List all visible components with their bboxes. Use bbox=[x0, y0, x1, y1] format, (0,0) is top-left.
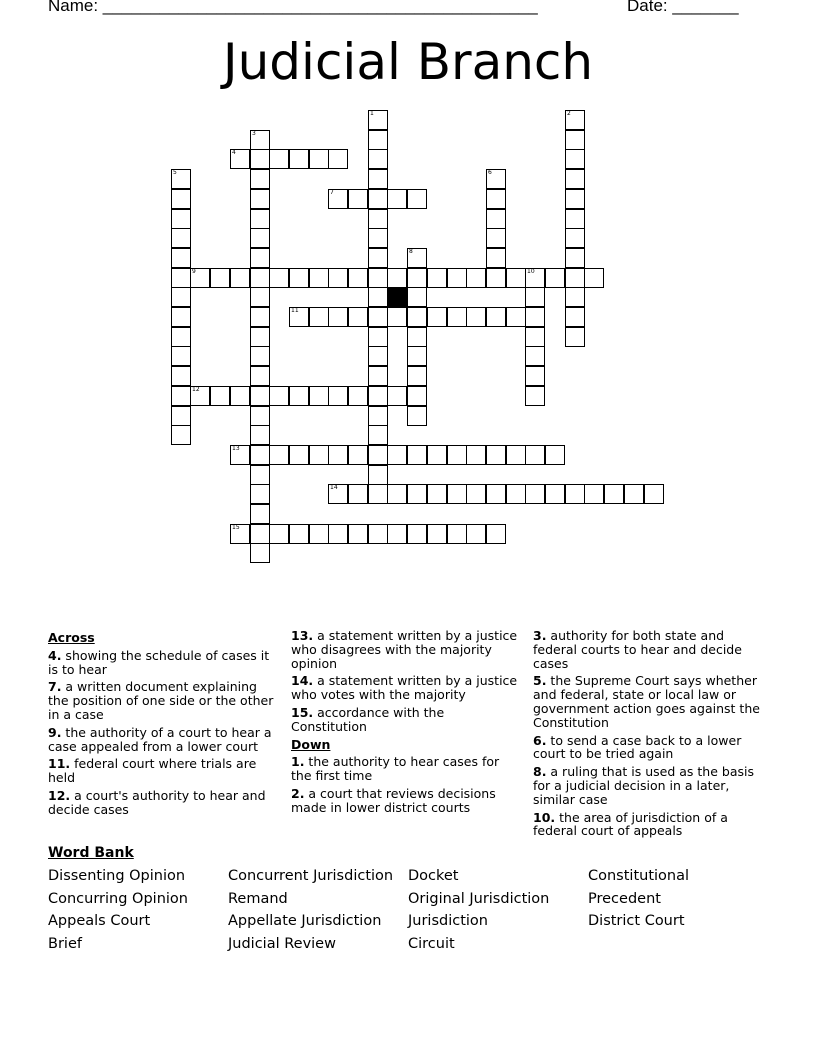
grid-cell[interactable] bbox=[565, 189, 585, 209]
grid-cell[interactable] bbox=[368, 366, 388, 386]
grid-cell[interactable] bbox=[230, 445, 250, 465]
grid-cell[interactable] bbox=[466, 445, 486, 465]
grid-cell[interactable] bbox=[407, 406, 427, 426]
grid-cell[interactable] bbox=[348, 524, 368, 544]
clue: 14. a statement written by a justice who votes with the majority bbox=[291, 673, 518, 703]
grid-cell[interactable] bbox=[565, 248, 585, 268]
grid-cell[interactable] bbox=[250, 189, 270, 209]
grid-cell[interactable] bbox=[486, 209, 506, 229]
grid-cell[interactable] bbox=[447, 445, 467, 465]
clue: 1. the authority to hear cases for the first time bbox=[291, 754, 500, 784]
grid-cell[interactable] bbox=[407, 327, 427, 347]
clue-number: 10 bbox=[527, 268, 535, 275]
grid-cell[interactable] bbox=[230, 386, 250, 406]
grid-cell[interactable] bbox=[171, 346, 191, 366]
grid-cell[interactable] bbox=[407, 287, 427, 307]
grid-cell[interactable] bbox=[250, 287, 270, 307]
grid-cell[interactable] bbox=[368, 346, 388, 366]
grid-cell[interactable] bbox=[447, 484, 467, 504]
clue-number: 9 bbox=[192, 268, 196, 275]
grid-cell[interactable] bbox=[171, 287, 191, 307]
name-field: Name: ______________________________________________ bbox=[48, 0, 538, 15]
grid-cell[interactable] bbox=[387, 445, 407, 465]
grid-cell[interactable] bbox=[368, 484, 388, 504]
clues-column-1 bbox=[48, 629, 280, 821]
clue-number: 6. bbox=[533, 732, 547, 748]
grid-cell[interactable] bbox=[565, 287, 585, 307]
grid-cell[interactable] bbox=[407, 484, 427, 504]
grid-cell[interactable] bbox=[269, 268, 289, 288]
grid-cell[interactable] bbox=[368, 307, 388, 327]
grid-cell[interactable] bbox=[565, 228, 585, 248]
page-title: Judicial Branch bbox=[222, 33, 594, 91]
date-field: Date: _______ bbox=[627, 0, 739, 15]
clue-number: 6 bbox=[488, 169, 492, 176]
grid-cell[interactable] bbox=[565, 169, 585, 189]
grid-cell[interactable] bbox=[250, 425, 270, 445]
across-heading: Across bbox=[48, 630, 95, 645]
clue-number: 1 bbox=[370, 110, 374, 117]
grid-cell[interactable] bbox=[565, 149, 585, 169]
grid-cell[interactable] bbox=[250, 228, 270, 248]
grid-cell[interactable] bbox=[230, 268, 250, 288]
grid-cell[interactable] bbox=[171, 366, 191, 386]
word-bank-item: Remand bbox=[228, 891, 288, 907]
clue-number: 3. bbox=[533, 628, 547, 643]
grid-cell[interactable] bbox=[250, 366, 270, 386]
grid-cell[interactable] bbox=[525, 445, 545, 465]
grid-cell[interactable] bbox=[565, 110, 585, 130]
grid-cell[interactable] bbox=[368, 327, 388, 347]
grid-cell[interactable] bbox=[309, 524, 329, 544]
word-bank-title: Word Bank bbox=[48, 845, 134, 861]
grid-cell[interactable] bbox=[309, 149, 329, 169]
grid-cell[interactable] bbox=[171, 189, 191, 209]
word-bank-item: Appellate Jurisdiction bbox=[228, 913, 382, 929]
grid-cell[interactable] bbox=[250, 149, 270, 169]
clues-section bbox=[0, 629, 816, 839]
grid-cell[interactable] bbox=[190, 386, 210, 406]
clue: 13. a statement written by a justice who disagrees with the majority opinion bbox=[291, 628, 518, 671]
grid-cell[interactable] bbox=[368, 149, 388, 169]
grid-cell[interactable] bbox=[269, 149, 289, 169]
word-bank-item: Original Jurisdiction bbox=[408, 891, 550, 907]
grid-cell[interactable] bbox=[250, 484, 270, 504]
clue-number: 10. bbox=[533, 809, 556, 825]
grid-cell[interactable] bbox=[407, 268, 427, 288]
clue-number: 12. bbox=[48, 787, 71, 803]
grid-cell[interactable] bbox=[250, 524, 270, 544]
grid-cell[interactable] bbox=[427, 445, 447, 465]
word-bank-item: Dissenting Opinion bbox=[48, 868, 186, 884]
grid-cell[interactable] bbox=[427, 307, 447, 327]
grid-cell[interactable] bbox=[250, 346, 270, 366]
grid-cell[interactable] bbox=[565, 484, 585, 504]
grid-cell[interactable] bbox=[368, 189, 388, 209]
word-bank-item: Constitutional bbox=[588, 868, 690, 884]
grid-cell[interactable] bbox=[171, 268, 191, 288]
grid-cell[interactable] bbox=[368, 110, 388, 130]
grid-cell[interactable] bbox=[210, 268, 230, 288]
grid-cell[interactable] bbox=[171, 307, 191, 327]
grid-cell[interactable] bbox=[348, 445, 368, 465]
grid-cell[interactable] bbox=[171, 327, 191, 347]
grid-cell[interactable] bbox=[486, 484, 506, 504]
grid-cell[interactable] bbox=[328, 524, 348, 544]
grid-cell[interactable] bbox=[328, 386, 348, 406]
grid-cell[interactable] bbox=[368, 524, 388, 544]
grid-cell[interactable] bbox=[466, 524, 486, 544]
grid-cell[interactable] bbox=[368, 425, 388, 445]
word-bank-item: Precedent bbox=[588, 891, 661, 907]
grid-cell[interactable] bbox=[368, 465, 388, 485]
grid-cell[interactable] bbox=[250, 465, 270, 485]
clue-number: 4 bbox=[232, 149, 236, 156]
word-bank-item: Jurisdiction bbox=[408, 913, 488, 929]
clue: 6. to send a case back to a lower court to be tried again bbox=[533, 732, 742, 762]
clue-number: 11. bbox=[48, 756, 71, 772]
grid-cell[interactable] bbox=[250, 327, 270, 347]
grid-cell[interactable] bbox=[565, 209, 585, 229]
grid-cell[interactable] bbox=[250, 543, 270, 563]
grid-cell[interactable] bbox=[506, 307, 526, 327]
grid-cell[interactable] bbox=[387, 189, 407, 209]
word-bank-item: Appeals Court bbox=[48, 913, 151, 929]
clue-number: 8. bbox=[533, 764, 547, 780]
grid-cell[interactable] bbox=[250, 386, 270, 406]
clue-number: 4. bbox=[48, 647, 62, 663]
grid-cell[interactable] bbox=[250, 406, 270, 426]
clues-column-2 bbox=[291, 629, 523, 819]
grid-cell[interactable] bbox=[368, 228, 388, 248]
word-bank-item: Circuit bbox=[408, 936, 455, 952]
grid-cell[interactable] bbox=[545, 484, 565, 504]
clue-number: 12 bbox=[192, 386, 200, 393]
clue-number: 2. bbox=[291, 785, 305, 801]
grid-cell[interactable] bbox=[486, 228, 506, 248]
grid-cell[interactable] bbox=[171, 386, 191, 406]
grid-cell[interactable] bbox=[525, 386, 545, 406]
clue-number: 14 bbox=[330, 484, 338, 491]
grid-cell[interactable] bbox=[486, 445, 506, 465]
grid-cell[interactable] bbox=[269, 445, 289, 465]
clue: 7. a written document explaining the position of one side or the other in a case bbox=[48, 679, 274, 722]
grid-cell[interactable] bbox=[525, 268, 545, 288]
grid-cell[interactable] bbox=[427, 268, 447, 288]
down-heading: Down bbox=[291, 736, 331, 752]
grid-cell[interactable] bbox=[525, 287, 545, 307]
grid-cell[interactable] bbox=[506, 484, 526, 504]
grid-cell[interactable] bbox=[210, 386, 230, 406]
clue: 3. authority for both state and federal courts to hear and decide cases bbox=[533, 628, 742, 671]
grid-cell[interactable] bbox=[250, 445, 270, 465]
grid-cell[interactable] bbox=[506, 445, 526, 465]
grid-cell[interactable] bbox=[309, 307, 329, 327]
clue: 5. the Supreme Court says whether and federal, state or local law or government action goes against the Constitution bbox=[533, 673, 760, 730]
grid-cell[interactable] bbox=[407, 307, 427, 327]
grid-cell[interactable] bbox=[407, 386, 427, 406]
grid-cell[interactable] bbox=[486, 524, 506, 544]
grid-cell[interactable] bbox=[407, 248, 427, 268]
clue: 10. the area of jurisdiction of a federal court of appeals bbox=[533, 809, 728, 839]
grid-cell[interactable] bbox=[171, 406, 191, 426]
grid-cell[interactable] bbox=[525, 366, 545, 386]
grid-cell[interactable] bbox=[368, 209, 388, 229]
grid-cell[interactable] bbox=[250, 504, 270, 524]
grid-cell[interactable] bbox=[387, 484, 407, 504]
grid-cell[interactable] bbox=[387, 307, 407, 327]
clue-number: 2 bbox=[567, 110, 571, 117]
clue-number: 14. bbox=[291, 673, 314, 689]
grid-cell[interactable] bbox=[368, 445, 388, 465]
grid-cell[interactable] bbox=[289, 445, 309, 465]
grid-cell[interactable] bbox=[328, 484, 348, 504]
clue: 15. accordance with the Constitution bbox=[291, 704, 445, 734]
grid-cell[interactable] bbox=[466, 484, 486, 504]
grid-cell[interactable] bbox=[584, 268, 604, 288]
grid-cell[interactable] bbox=[584, 484, 604, 504]
grid-cell[interactable] bbox=[644, 484, 664, 504]
grid-cell[interactable] bbox=[565, 130, 585, 150]
grid-cell[interactable] bbox=[387, 524, 407, 544]
grid-cell[interactable] bbox=[387, 386, 407, 406]
grid-cell[interactable] bbox=[250, 248, 270, 268]
grid-cell[interactable] bbox=[368, 268, 388, 288]
grid-cell[interactable] bbox=[368, 386, 388, 406]
word-bank-item: Brief bbox=[48, 936, 82, 952]
clue-number: 5 bbox=[173, 169, 177, 176]
grid-cell[interactable] bbox=[407, 189, 427, 209]
grid-cell[interactable] bbox=[368, 169, 388, 189]
clue-number: 7. bbox=[48, 679, 62, 695]
clues-column-3 bbox=[533, 629, 765, 842]
clue-number: 13. bbox=[291, 628, 314, 643]
grid-cell[interactable] bbox=[250, 169, 270, 189]
clue-number: 13 bbox=[232, 445, 240, 452]
grid-cell[interactable] bbox=[328, 189, 348, 209]
grid-cell[interactable] bbox=[368, 130, 388, 150]
clue: 9. the authority of a court to hear a case appealed from a lower court bbox=[48, 724, 272, 754]
word-bank-item: Concurrent Jurisdiction bbox=[228, 868, 394, 884]
grid-cell[interactable] bbox=[525, 484, 545, 504]
grid-cell[interactable] bbox=[348, 307, 368, 327]
grid-cell[interactable] bbox=[486, 248, 506, 268]
clue: 4. showing the schedule of cases it is to hear bbox=[48, 647, 270, 677]
grid-cell[interactable] bbox=[289, 307, 309, 327]
grid-cell[interactable] bbox=[289, 386, 309, 406]
grid-cell[interactable] bbox=[427, 524, 447, 544]
grid-cell[interactable] bbox=[328, 268, 348, 288]
grid-cell[interactable] bbox=[171, 248, 191, 268]
grid-cell[interactable] bbox=[171, 209, 191, 229]
grid-cell[interactable] bbox=[486, 189, 506, 209]
grid-cell[interactable] bbox=[289, 268, 309, 288]
grid-cell[interactable] bbox=[328, 445, 348, 465]
grid-cell[interactable] bbox=[171, 228, 191, 248]
grid-cell[interactable] bbox=[289, 524, 309, 544]
grid-cell[interactable] bbox=[486, 268, 506, 288]
black-cell bbox=[387, 287, 407, 307]
grid-cell[interactable] bbox=[250, 209, 270, 229]
grid-cell[interactable] bbox=[447, 268, 467, 288]
grid-cell[interactable] bbox=[250, 307, 270, 327]
grid-cell[interactable] bbox=[565, 307, 585, 327]
grid-cell[interactable] bbox=[407, 445, 427, 465]
grid-cell[interactable] bbox=[309, 445, 329, 465]
grid-cell[interactable] bbox=[250, 268, 270, 288]
word-bank-item: District Court bbox=[588, 913, 685, 929]
grid-cell[interactable] bbox=[407, 346, 427, 366]
grid-cell[interactable] bbox=[368, 248, 388, 268]
grid-cell[interactable] bbox=[447, 307, 467, 327]
grid-cell[interactable] bbox=[624, 484, 644, 504]
grid-cell[interactable] bbox=[545, 268, 565, 288]
clue-number: 8 bbox=[409, 248, 413, 255]
clue: 11. federal court where trials are held bbox=[48, 756, 257, 786]
grid-cell[interactable] bbox=[171, 169, 191, 189]
grid-cell[interactable] bbox=[348, 268, 368, 288]
grid-cell[interactable] bbox=[407, 524, 427, 544]
clue-number: 5. bbox=[533, 673, 547, 689]
grid-cell[interactable] bbox=[525, 307, 545, 327]
grid-cell[interactable] bbox=[525, 346, 545, 366]
grid-cell[interactable] bbox=[230, 149, 250, 169]
word-bank-item: Judicial Review bbox=[228, 936, 336, 952]
grid-cell[interactable] bbox=[250, 130, 270, 150]
grid-cell[interactable] bbox=[466, 268, 486, 288]
grid-cell[interactable] bbox=[328, 149, 348, 169]
grid-cell[interactable] bbox=[328, 307, 348, 327]
clue-number: 7 bbox=[330, 189, 334, 196]
grid-cell[interactable] bbox=[309, 386, 329, 406]
clue-number: 15. bbox=[291, 704, 314, 720]
word-bank-item: Concurring Opinion bbox=[48, 891, 188, 907]
grid-cell[interactable] bbox=[348, 484, 368, 504]
grid-cell[interactable] bbox=[387, 268, 407, 288]
grid-cell[interactable] bbox=[604, 484, 624, 504]
grid-cell[interactable] bbox=[447, 524, 467, 544]
grid-cell[interactable] bbox=[525, 327, 545, 347]
clue: 12. a court's authority to hear and decide cases bbox=[48, 787, 266, 817]
clue-number: 15 bbox=[232, 524, 240, 531]
grid-cell[interactable] bbox=[545, 445, 565, 465]
grid-cell[interactable] bbox=[368, 406, 388, 426]
grid-cell[interactable] bbox=[269, 386, 289, 406]
grid-cell[interactable] bbox=[348, 189, 368, 209]
grid-cell[interactable] bbox=[506, 268, 526, 288]
grid-cell[interactable] bbox=[309, 268, 329, 288]
clue-number: 3 bbox=[252, 130, 256, 137]
grid-cell[interactable] bbox=[368, 287, 388, 307]
clue-number: 11 bbox=[291, 307, 299, 314]
clue: 2. a court that reviews decisions made in lower district courts bbox=[291, 785, 496, 815]
grid-cell[interactable] bbox=[289, 149, 309, 169]
word-bank-item: Docket bbox=[408, 868, 459, 884]
clue-number: 1. bbox=[291, 754, 305, 770]
grid-cell[interactable] bbox=[486, 307, 506, 327]
grid-cell[interactable] bbox=[565, 268, 585, 288]
grid-cell[interactable] bbox=[171, 425, 191, 445]
grid-cell[interactable] bbox=[466, 307, 486, 327]
clue-number: 9. bbox=[48, 724, 62, 740]
grid-cell[interactable] bbox=[565, 327, 585, 347]
grid-cell[interactable] bbox=[190, 268, 210, 288]
grid-cell[interactable] bbox=[230, 524, 250, 544]
grid-cell[interactable] bbox=[269, 524, 289, 544]
clue: 8. a ruling that is used as the basis for a judicial decision in a later, similar case bbox=[533, 764, 754, 807]
grid-cell[interactable] bbox=[407, 366, 427, 386]
grid-cell[interactable] bbox=[486, 169, 506, 189]
grid-cell[interactable] bbox=[348, 386, 368, 406]
grid-cell[interactable] bbox=[427, 484, 447, 504]
